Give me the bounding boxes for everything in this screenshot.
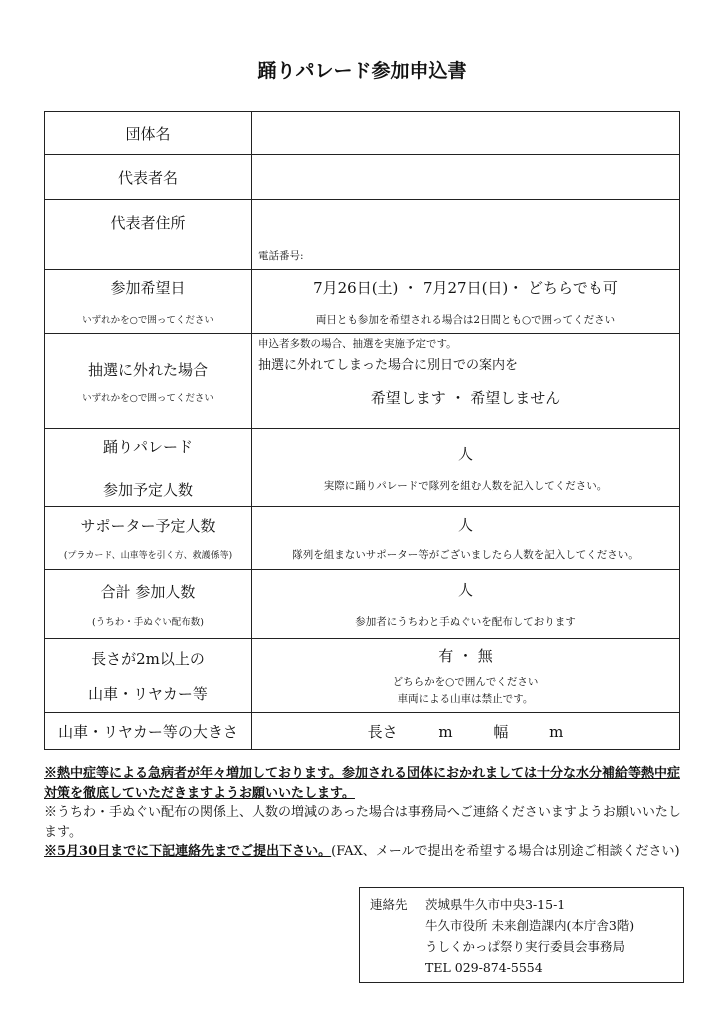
- lottery-label: 抽選に外れた場合 いずれかを○で囲ってください: [45, 334, 252, 429]
- lottery-options[interactable]: 希望します ・ 希望しません: [370, 389, 561, 407]
- contact-office: 牛久市役所 未来創造課内(本庁舎3階): [425, 918, 635, 933]
- float-size-label: 山車・リヤカー等の大きさ: [45, 713, 252, 750]
- supporter-count-label: サポーター予定人数 (プラカード、山車等を引く方、救護係等): [45, 507, 252, 570]
- note-distribution: ※うちわ・手ぬぐい配布の関係上、人数の増減のあった場合は事務局へご連絡くださいますようお願いいたします。: [44, 805, 681, 840]
- float-label: 長さが2m以上の 山車・リヤカー等: [45, 639, 252, 713]
- lottery-field[interactable]: 申込者多数の場合、抽選を実施予定です。 抽選に外れてしまった場合に別日での案内を 希望します ・ 希望しません: [252, 334, 680, 429]
- contact-tel: TEL 029-874-5554: [425, 960, 543, 975]
- application-form: [44, 111, 680, 750]
- desired-date-label: 参加希望日 いずれかを○で囲ってください: [45, 270, 252, 334]
- contact-box: [359, 887, 684, 983]
- float-field[interactable]: 有 ・ 無 どちらかを○で囲んでください 車両による山車は禁止です。: [252, 639, 680, 713]
- desired-date-field[interactable]: [252, 270, 680, 334]
- notes: [44, 764, 684, 862]
- group-name-field[interactable]: [252, 112, 680, 155]
- phone-label: 電話番号:: [258, 250, 304, 262]
- contact-label: 連絡先: [370, 897, 408, 912]
- total-count-field[interactable]: 人 参加者にうちわと手ぬぐいを配布しております: [252, 570, 680, 639]
- note-deadline: ※5月30日までに下記連絡先までご提出下さい。(FAX、メールで提出を希望する場合は別途ご相談ください): [44, 844, 680, 859]
- date-note: 両日とも参加を希望される場合は2日間とも○で囲ってください: [315, 313, 616, 326]
- float-options[interactable]: 有 ・ 無: [438, 647, 493, 665]
- contact-committee: うしくかっぱ祭り実行委員会事務局: [425, 939, 626, 954]
- rep-name-label: 代表者名: [45, 155, 252, 200]
- date-options[interactable]: 7月26日(土) ・ 7月27日(日)・ どちらでも可: [313, 278, 618, 297]
- supporter-count-field[interactable]: 人 隊列を組まないサポーター等がございましたら人数を記入してください。: [252, 507, 680, 570]
- float-size-field[interactable]: 長さ m 幅 m: [252, 713, 680, 750]
- parade-count-field[interactable]: 人 実際に踊りパレードで隊列を組む人数を記入してください。: [252, 429, 680, 507]
- rep-name-field[interactable]: [252, 155, 680, 200]
- page-title: 踊りパレード参加申込書: [257, 60, 467, 82]
- group-name-label: 団体名: [45, 112, 252, 155]
- note-heatstroke: ※熱中症等による急病者が年々増加しております。参加される団体におかれましては十分な水分補給等熱中症対策を徹底していただきますようお願いいたします。: [44, 766, 680, 801]
- parade-count-label: 踊りパレード 参加予定人数: [45, 429, 252, 507]
- rep-address-field[interactable]: [252, 200, 680, 270]
- total-count-label: 合計 参加人数 (うちわ・手ぬぐい配布数): [45, 570, 252, 639]
- contact-address: 茨城県牛久市中央3-15-1: [425, 897, 566, 912]
- rep-address-label: 代表者住所: [45, 200, 252, 270]
